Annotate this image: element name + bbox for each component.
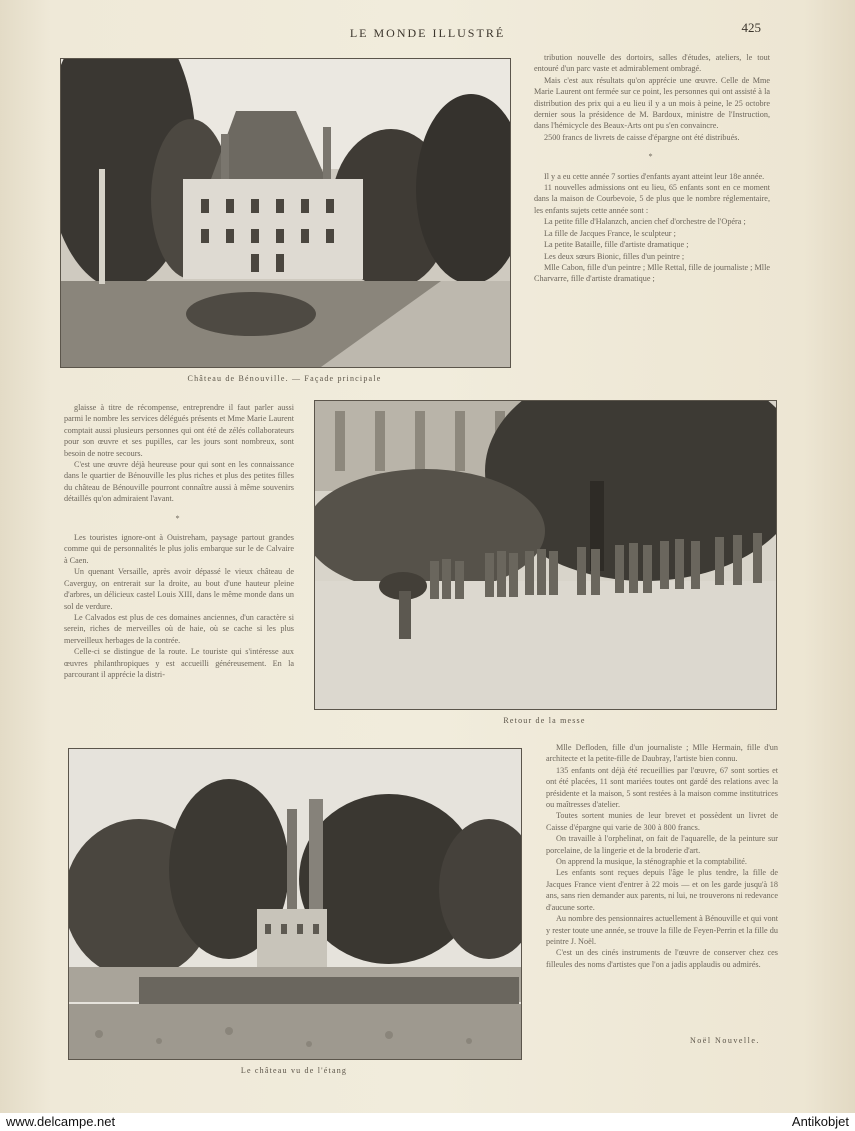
paragraph: Mais c'est aux résultats qu'on apprécie une œuvre. Celle de Mme Marie Laurent ont fermée sur ce point, les personnes qui ont assisté à la distribution des prix qui a eu lieu il y a un mois à peine, le 25 octobre dernier sous la présidence de M. Bardoux, ministre de l'Instruction, dans l'hémicycle des Beaux-Arts ont pu s'en convaincre. xyxy=(534,75,770,131)
paragraph: 2500 francs de livrets de caisse d'épargne ont été distribués. xyxy=(544,132,740,142)
paragraph: Au nombre des pensionnaires actuellement à Bénouville et qui vont y rester toute une année, se trouve la fille de Feyen-Perrin et la fille du peintre J. Noël. xyxy=(546,914,778,946)
paragraph: 135 enfants ont déjà été recueillies par l'œuvre, 67 sont sorties et ont été placées, 11 sont mariées toutes ont gardé des relations avec la présidente et la maison, 5 sont restées à la maison comme institutrices ou maîtresses d'atelier. xyxy=(546,765,778,810)
seller-watermark: Antikobjet xyxy=(791,1114,849,1129)
chateau-photo-icon xyxy=(61,59,510,367)
section-separator: * xyxy=(175,513,183,523)
middle-photo-caption: Retour de la messe xyxy=(503,716,586,725)
pond-photo-icon xyxy=(69,749,521,1059)
paragraph: La petite Bataille, fille d'artiste dramatique ; xyxy=(544,240,689,250)
procession-photo-icon xyxy=(315,401,776,709)
paragraph: Un quenant Versaille, après avoir dépassé le vieux château de Caverguy, on entrerait sur la droite, au bout d'une hauteur pleine d'arbres, un délicieux castel Louis XIII, dans le même monde dans un sol de verdure. xyxy=(64,567,294,611)
procession-photo xyxy=(314,400,777,710)
top-photo-caption: Château de Bénouville. — Façade principale xyxy=(187,374,382,383)
right-bottom-column xyxy=(546,742,778,1024)
paragraph: La fille de Jacques France, le sculpteur ; xyxy=(544,228,676,238)
author-signature: Noël Nouvelle. xyxy=(690,1036,760,1045)
paragraph: tribution nouvelle des dortoirs, salles d'études, ateliers, le tout entouré d'un parc vaste et admirablement ombragé. xyxy=(534,53,770,74)
paragraph: On apprend la musique, la sténographie et la comptabilité. xyxy=(556,857,747,867)
paragraph: Le Calvados est plus de ces domaines anciennes, d'un caractère si serein, riches de merveilles où de haie, où se cache si les plus merveilleux herbages de la contrée. xyxy=(64,612,294,645)
paragraph: 11 nouvelles admissions ont eu lieu, 65 enfants sont en ce moment dans la maison de Courbevoie, 5 de plus que le nombre réglementaire, les enfants sujets cette année sont : xyxy=(534,183,770,215)
source-watermark: www.delcampe.net xyxy=(6,1114,116,1129)
paragraph: C'est un des cinés instruments de l'œuvre de conserver chez ces filleules des noms d'artistes que l'on a jadis applaudis ou admirés. xyxy=(546,948,778,969)
pond-photo xyxy=(68,748,522,1060)
running-title: LE MONDE ILLUSTRÉ xyxy=(349,26,506,40)
paragraph: C'est une œuvre déjà heureuse pour qui sont en les connaissance dans le quartier de Bénouville les plus riches et plus des petites filles du château de Bénouville pourront connaître aussi à même souvenirs détaillés qu'on admiraient l'avant. xyxy=(64,460,294,504)
paragraph: Celle-ci se distingue de la route. Le touriste qui s'intéresse aux œuvres philanthropiques y est accueilli généreusement. En la parcourant il apprécie la distri- xyxy=(64,647,294,679)
paragraph: On travaille à l'orphelinat, on fait de l'aquarelle, de la peinture sur porcelaine, de la lingerie et de la broderie d'art. xyxy=(546,834,778,855)
paragraph: La petite fille d'Halanzch, ancien chef d'orchestre de l'Opéra ; xyxy=(544,217,746,227)
watermark-strip xyxy=(0,1113,855,1131)
paragraph: Les enfants sont reçues depuis l'âge le plus tendre, la fille de Jacques France vient d'entrer à 22 mois — et on les garde jusqu'à 18 ans, sans rien demander aux parents, ni lui, ne trouverons ni redevance d'aucune sorte. xyxy=(546,868,778,912)
paragraph: Il y a eu cette année 7 sorties d'enfants ayant atteint leur 18e année. xyxy=(544,171,765,181)
paragraph: Mlle Defloden, fille d'un journaliste ; Mlle Hermain, fille d'un architecte et la petite-fille de Daubray, l'artiste bien connu. xyxy=(546,743,778,764)
paragraph: Les deux sœurs Bionic, filles d'un peintre ; xyxy=(544,251,685,261)
paragraph: Les touristes ignore-ont à Ouistreham, paysage partout grandes comme qui de personnalités le plus jolis embarque sur le de Calvaire à Caen. xyxy=(64,533,294,565)
paragraph: Toutes sortent munies de leur brevet et possèdent un livret de Caisse d'épargne qui varie de 300 à 800 francs. xyxy=(546,811,778,832)
paragraph: Mlle Cabon, fille d'un peintre ; Mlle Rettal, fille de journaliste ; Mlle Charvarre, fille d'artiste dramatique ; xyxy=(534,262,770,284)
chateau-facade-photo xyxy=(60,58,511,368)
section-separator: * xyxy=(648,152,656,162)
paragraph: glaisse à titre de récompense, entreprendre il faut parler aussi parmi le nombre les services délégués présents et Mme Marie Laurent comptait aussi plusieurs personnes qui ont été de zélés collaborateurs pour son œuvre et ses pupilles, car les jours sont nombreux, sont besoin de notre secours. xyxy=(64,403,294,458)
bottom-photo-caption: Le château vu de l'étang xyxy=(240,1066,348,1075)
right-top-column xyxy=(534,52,770,382)
left-middle-column xyxy=(64,402,294,722)
page-number: 425 xyxy=(741,20,761,35)
